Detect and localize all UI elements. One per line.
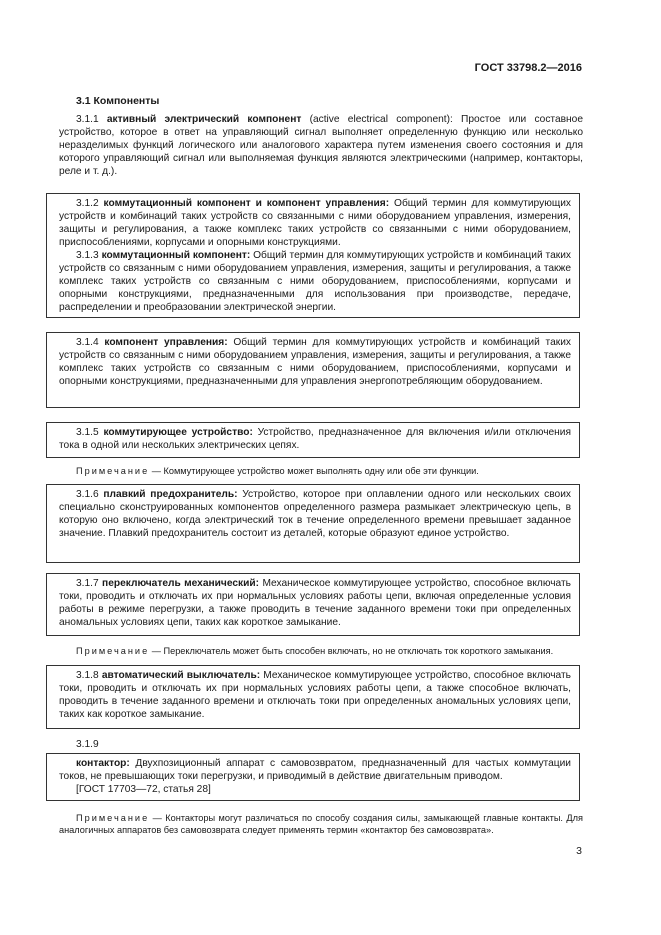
note-3-1-5 xyxy=(59,465,583,477)
term-definition: Общий термин для коммутирующих устройств и комбинаций таких устройств со связанным с ними оборудованием управления, измерения, защиты и регулирования, а также комплекс таких устройств со связанным с ними оборудованием, приспособлениями, корпусами и опорными конструкциями, предназначенными для использования при производстве, передаче, распределении и преобразовании электрической энергии. xyxy=(59,250,572,313)
term-box-3-1-4 xyxy=(46,332,580,408)
term-definition: Механическое коммутирующее устройство, способное включать токи, проводить и отключать их при нормальных условиях работы цепи, включая определенные условия работы в режиме перегрузки, а также проводить в течение заданного времени токи при определенных аномальных условиях цепи, таких как короткое замыкание. xyxy=(59,578,571,628)
note-text: — Коммутирующее устройство может выполнять одну или обе эти функции. xyxy=(149,466,479,476)
term-3-1-2 xyxy=(59,197,571,249)
term-box-3-1-9 xyxy=(46,753,580,801)
note-label: Примечание xyxy=(76,646,150,656)
term-number-3-1-9: 3.1.9 xyxy=(76,739,99,750)
term-number: 3.1.4 xyxy=(76,337,105,348)
term-3-1-8 xyxy=(59,669,571,721)
term-definition: Устройство, которое при оплавлении одного или нескольких своих специально сконструированных компонентов определенного размера размыкает электрическую цепь, в которую оно включено, когда электрический ток в течение определенного времени превышает заданное значение. Плавкий предохранитель состоит из деталей, которые образуют единое устройство. xyxy=(59,489,571,539)
note-text: — Переключатель может быть способен включать, но не отключать ток короткого замыкания. xyxy=(149,646,554,656)
term-box-3-1-6 xyxy=(46,484,580,563)
term-box-3-1-5 xyxy=(46,422,580,458)
term-box-3-1-7 xyxy=(46,573,580,636)
term-number: 3.1.6 xyxy=(76,489,104,500)
term-name: переключатель механический: xyxy=(102,578,260,589)
term-name: коммутационный компонент: xyxy=(101,250,251,261)
term-3-1-7 xyxy=(59,577,571,629)
term-reference: [ГОСТ 17703—72, статья 28] xyxy=(76,784,211,795)
term-number: 3.1.7 xyxy=(76,578,103,589)
term-name: активный электрический компонент xyxy=(106,114,302,125)
term-name: коммутирующее устройство: xyxy=(103,427,253,438)
term-3-1-5 xyxy=(59,426,571,452)
term-name: контактор: xyxy=(76,758,130,769)
term-name: плавкий предохранитель: xyxy=(103,489,238,500)
note-text: — Контакторы могут различаться по способу создания силы, замыкающей главные контакты. Для аналогичных аппаратов без самовозврата следует применять термин «контактор без самовозврата». xyxy=(59,813,583,835)
note-3-1-9 xyxy=(59,812,583,836)
note-label: Примечание xyxy=(76,466,150,476)
term-3-1-6 xyxy=(59,488,571,540)
term-3-1-9 xyxy=(59,757,571,783)
term-3-1-1 xyxy=(59,113,583,178)
term-name: автоматический выключатель: xyxy=(101,670,261,681)
term-definition: Общий термин для коммутирующих устройств и комбинаций таких устройств со связанным с ними оборудованием управления, измерения, защиты и регулирования, а также комплекс таких устройств со связанным с ними оборудованием, приспособлениями, корпусами и опорными конструкциями, предназначенными для управления энергопотребляющим оборудованием. xyxy=(59,337,571,387)
term-number: 3.1.3 xyxy=(76,250,102,261)
term-number: 3.1.5 xyxy=(76,427,104,438)
term-number: 3.1.2 xyxy=(76,198,104,209)
term-definition: Механическое коммутирующее устройство, способное включать токи, проводить и отключать их при нормальных условиях работы цепи, а также способное включать, проводить в течение заданного времени и отключать токи при определенных аномальных условиях цепи, таких как короткое замыкание. xyxy=(59,670,571,720)
term-definition: (active electrical component): Простое или составное устройство, которое в ответ на управляющий сигнал выполняет определенную функцию или несколько неразделимых функций логического или аналогового характера путем изменения своего состояния и для которого управляющий сигнал или выполняемая функция являются электрическими (например, контакторы, реле и т. д.). xyxy=(59,114,584,177)
term-definition: Общий термин для коммутирующих устройств и комбинаций таких устройств со связанными с ними оборудованием управления, измерения, защиты и регулирования, а также комплекс таких устройств со связанными с ними оборудованием, приспособлениями, корпусами и опорными конструкциями. xyxy=(59,198,572,248)
term-number: 3.1.1 xyxy=(76,114,107,125)
terms-box-3-1-2-3 xyxy=(46,193,580,318)
section-title: 3.1 Компоненты xyxy=(76,95,160,107)
term-definition: Устройство, предназначенное для включения и/или отключения тока в одной или нескольких электрических цепях. xyxy=(59,427,571,451)
term-definition: Двухпозиционный аппарат с самовозвратом, предназначенный для частых коммутации токов, не превышающих токи перегрузки, и приводимый в действие двигательным приводом. xyxy=(59,758,571,782)
term-box-3-1-8 xyxy=(46,665,580,729)
page-number: 3 xyxy=(576,845,582,857)
note-3-1-7 xyxy=(59,645,583,657)
term-number: 3.1.8 xyxy=(76,670,102,681)
term-name: компонент управления: xyxy=(104,337,228,348)
term-name: коммутационный компонент и компонент управления: xyxy=(103,198,390,209)
term-3-1-4 xyxy=(59,336,571,388)
term-3-1-3 xyxy=(59,249,571,314)
note-label: Примечание xyxy=(76,813,150,823)
document-id: ГОСТ 33798.2—2016 xyxy=(474,62,582,74)
